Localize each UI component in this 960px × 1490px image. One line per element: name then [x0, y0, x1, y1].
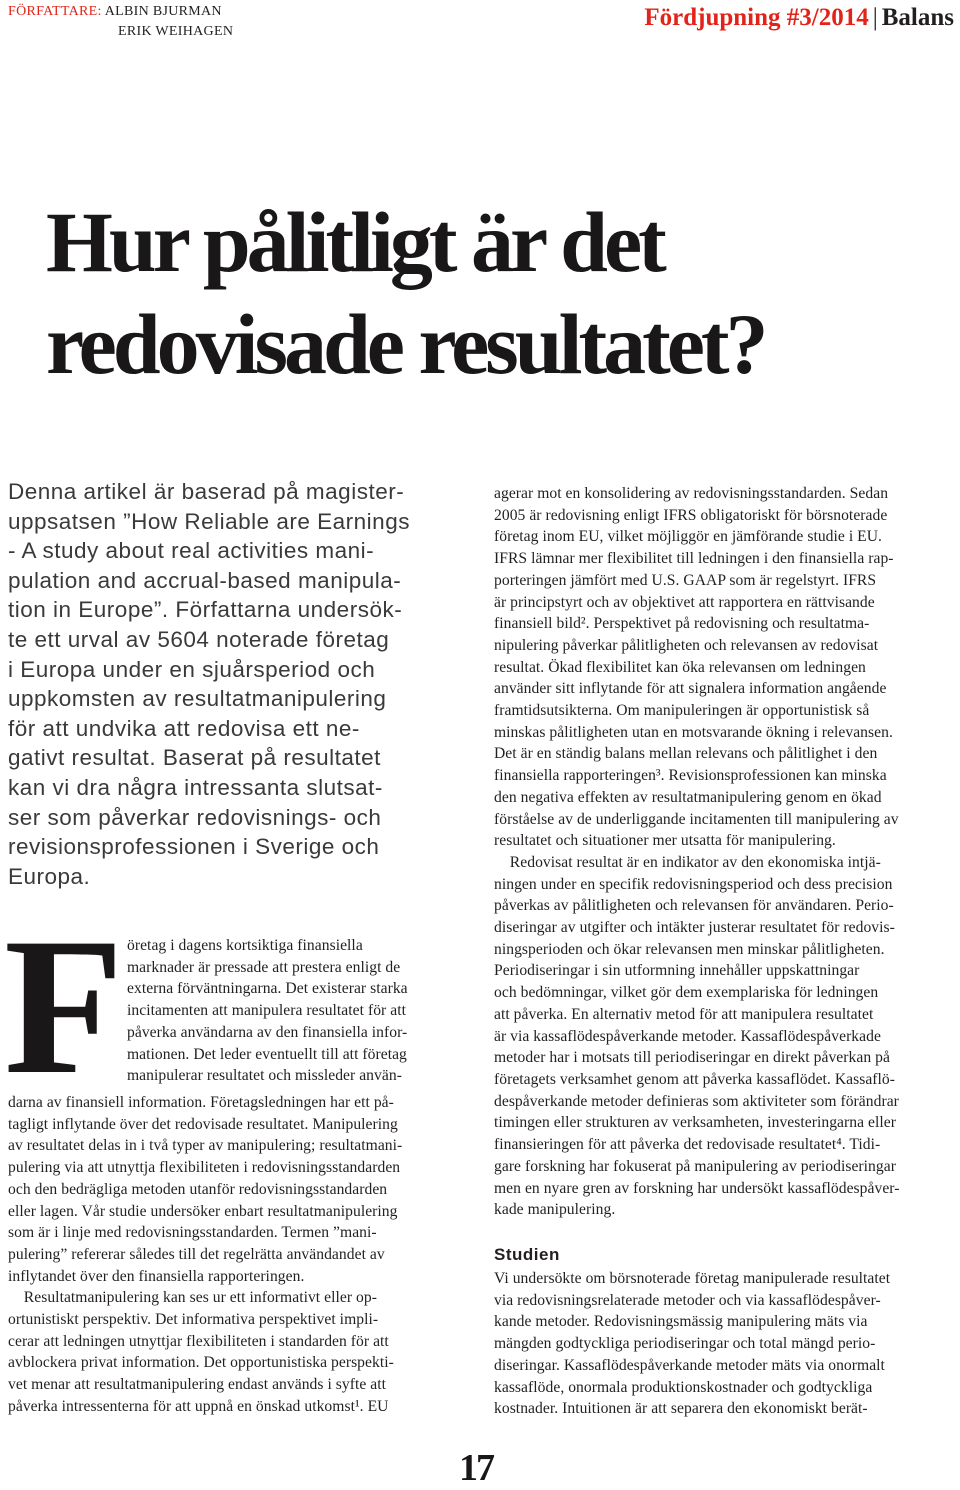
authors-label: FÖRFATTARE:	[8, 4, 102, 19]
author-name: ERIK WEIHAGEN	[118, 24, 234, 39]
body-text-intro: öretag i dagens kortsiktiga finansiella marknader är pressade att prestera enligt de externa förväntningarna. Det existerar starka incitamenten att manipulera resultatet för att påverka användarna av den finansiella infor- mationen. Det leder eventuellt till att företag manipulerar resultatet och missleder använ-	[127, 937, 408, 1085]
body-text-left-column: darna av finansiell information. Företagsledningen har ett på- tagligt inflytande över det redovisade resultatet. Manipulering av resultatet delas in i två typer av manipulering; resultatmani- pulering via att utnyttja flexibiliteten i redovisningsstandarden och den bedrägliga metoden utanför redovisningsstandarden eller lagen. Vår studie undersöker enbart resultatmanipulering som är i linje med redovisningsstandarden. Termen ”mani- pulering” refererar således till det regelrätta användandet av inflytandet över den finansiella rapporteringen. Resultatmanipulering kan ses ur ett informativt eller op- ortunistiskt perspektiv. Det informativa perspektivet impli- cerar att ledningen utnyttjar flexibiliteten i standarden för att avblockera privat information. Det opportunistiska perspekti- vet menar att resultatmanipulering endast används i syfte att påverka intressenterna för att uppnå en önskad utkomst¹. EU	[8, 1094, 403, 1415]
article-lead: Denna artikel är baserad på magister- uppsatsen ”How Reliable are Earnings - A study about real activities mani- pulation and accrual-based manipula- tion in Europe”. Författarna undersök- te ett urval av 5604 noterade företag i Europa under en sjuårsperiod och uppkomsten av resultatmanipulering för att undvika att redovisa ett ne- gativt resultat. Baserat på resultatet kan vi dra några intressanta slutsat- ser som påverkar redovisnings- och revisionsprofessionen i Sverige och Europa.	[8, 479, 410, 889]
article-title-line: Hur pålitligt är det	[46, 194, 663, 290]
author-name: ALBIN BJURMAN	[104, 4, 222, 19]
author-byline	[8, 2, 233, 42]
section-name: Fördjupning	[644, 4, 781, 31]
masthead-divider: |	[872, 4, 878, 31]
article-title-line: redovisade resultatet?	[46, 296, 765, 392]
body-text-right-column-continued: Vi undersökte om börsnoterade företag manipulerade resultatet via redovisningsrelaterade metoder och via kassaflödespåver- kande metoder. Redovisningsmässig manipulering mäts via mängden godtyckliga periodiseringar och total mängd perio- diseringar. Kassaflödespåverkande metoder mäts via onormalt kassaflöde, onormala produktionskostnader och godtyckliga kostnader. Intuitionen är att separera den ekonomiskt berät-	[494, 1270, 891, 1418]
article-title	[46, 191, 946, 395]
body-text-right-column: agerar mot en konsolidering av redovisningsstandarden. Sedan 2005 är redovisning enligt IFRS obligatoriskt för börsnoterade företag inom EU, vilket möjliggör en jämförande studie i EU. IFRS lämnar mer flexibilitet till ledningen i den finansiella rap- porteringen jämfört med U.S. GAAP som är regelstyrt. IFRS är principstyrt och av objektivet att rapportera en rättvisande finansiell bild². Perspektivet på redovisning och resultatma- nipulering påverkar pålitligheten och relevansen av redovisat resultat. Ökad flexibilitet kan öka relevansen om ledningen använder sitt inflytande för att signalera information angående framtidsutsikterna. Om manipuleringen är opportunistisk så minskas pålitligheten utan en motsvarande ökning i relevansen. Det är en ständig balans mellan relevans och pålitlighet i den finansiella rapporteringen³. Revisionsprofessionen kan minska den negativa effekten av resultatmanipulering genom en ökad förståelse av de underliggande incitamenten till manipulering av resultatet och situationer mer utsatta för manipulering. Redovisat resultat är en indikator av den ekonomiska intjä- ningen under en specifik redovisningsperiod och dess precision påverkas av pålitligheten och relevansen för användaren. Perio- diseringar av utgifter och intäkter justerar resultatet för redovis- ningsperioden och ökar relevansen men minskar pålitligheten. Periodiseringar i sin utformning innehåller uppskattningar och bedömningar, vilket gör dem exemplariska för ledningen att påverka. En alternativ metod för att manipulera resultatet är via kassaflödespåverkande metoder. Kassaflödespåverkade metoder har i motsats till periodiseringar en direkt påverkan på företagets verksamhet genom att påverka kassaflödet. Kassaflö- despåverkande metoder definieras som aktiviteter som förändrar timingen eller strukturen av verksamheten, investeringarna eller finansieringen för att påverka det redovisade resultatet⁴. Tidi- gare forskning har fokuserat på manipulering av periodiseringar men en nyare gren av forskning har undersökt kassaflödespåver- kade manipulering.	[494, 485, 900, 1219]
masthead	[644, 3, 954, 33]
section-subheading: Studien	[494, 1245, 560, 1264]
issue-number: #3/2014	[786, 4, 869, 31]
publication-name: Balans	[881, 4, 954, 31]
drop-cap: F	[4, 898, 124, 1115]
page-number: 17	[459, 1447, 493, 1489]
